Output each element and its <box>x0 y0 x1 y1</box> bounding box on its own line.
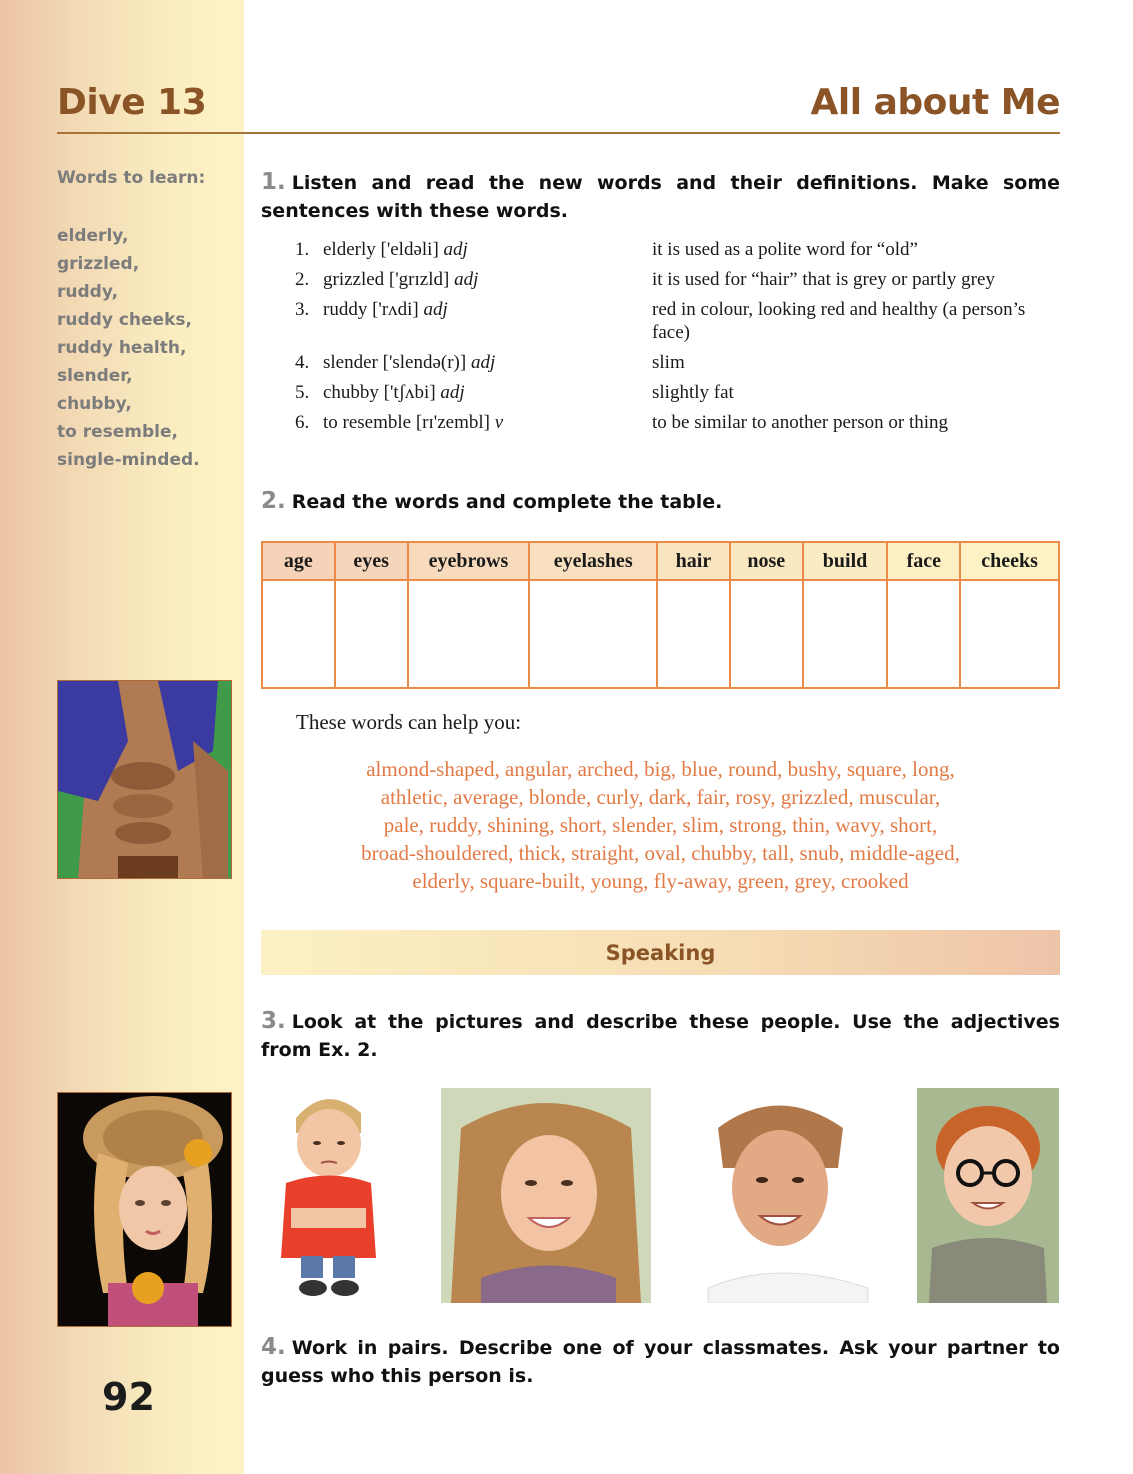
vocab-item: 4. slender ['slendə(r)] adj slim <box>261 351 1060 374</box>
vocab-definition: it is used as a polite word for “old” <box>652 239 918 260</box>
words-to-learn-heading: Words to learn: <box>57 168 206 188</box>
part-of-speech: adj <box>440 382 465 403</box>
help-label: These words can help you: <box>296 710 522 734</box>
boy-red-shirt-photo <box>261 1088 416 1303</box>
exercise-2-instruction <box>261 487 1060 516</box>
word-item: ruddy, <box>57 282 119 302</box>
vocab-definition: red in colour, looking red and healthy (a person’s face) <box>652 299 1026 343</box>
instruction-text: Listen and read the new words and their definitions. Make some sentences with these words. <box>261 172 1060 222</box>
table-cell[interactable] <box>262 580 335 688</box>
column-header-age: age <box>262 542 335 580</box>
exercise-number: 4. <box>261 1334 286 1360</box>
vocab-word: grizzled ['grɪzld] <box>323 269 450 290</box>
part-of-speech: adj <box>470 352 496 373</box>
instruction-text: Look at the pictures and describe these people. Use the adjectives from Ex. 2. <box>261 1011 1060 1061</box>
vocab-definition: it is used for “hair” that is grey or partly grey <box>652 269 995 290</box>
speaking-section-banner <box>261 930 1060 975</box>
vocab-item: 1. elderly ['eldəli] adj it is used as a polite word for “old” <box>261 238 1060 261</box>
word-item: slender, <box>57 366 133 386</box>
vocab-item: 5. chubby ['tʃʌbi] adj slightly fat <box>261 381 1060 404</box>
vocab-item: 2. grizzled ['grɪzld] adj it is used for “hair” that is grey or partly grey <box>261 268 1060 291</box>
word-item: chubby, <box>57 394 132 414</box>
exercise-1-instruction <box>261 168 1060 225</box>
exercise-number: 1. <box>261 169 286 195</box>
column-header-eyelashes: eyelashes <box>529 542 657 580</box>
part-of-speech: adj <box>423 299 448 320</box>
part-of-speech: adj <box>443 239 468 260</box>
exercise-number: 2. <box>261 488 286 514</box>
table-cell[interactable] <box>803 580 888 688</box>
instruction-text: Read the words and complete the table. <box>291 491 723 513</box>
column-header-hair: hair <box>657 542 730 580</box>
exercise-4-instruction <box>261 1333 1060 1390</box>
vocabulary-list <box>261 238 1060 441</box>
word-item: ruddy health, <box>57 338 187 358</box>
table-cell[interactable] <box>335 580 408 688</box>
girl-with-hat-photo <box>57 1092 232 1327</box>
word-item: grizzled, <box>57 254 140 274</box>
vocab-word: elderly ['eldəli] <box>323 239 439 260</box>
description-table <box>261 541 1060 689</box>
word-bank-line: athletic, average, blonde, curly, dark, fair, rosy, grizzled, muscular, <box>380 785 941 809</box>
young-man-photo <box>678 1088 891 1303</box>
column-header-build: build <box>803 542 888 580</box>
word-item: elderly, <box>57 226 129 246</box>
page-title: All about Me <box>810 82 1060 123</box>
word-bank-line: broad-shouldered, thick, straight, oval, chubby, tall, snub, middle-aged, <box>361 841 960 865</box>
column-header-eyebrows: eyebrows <box>408 542 530 580</box>
vocab-word: slender ['slendə(r)] <box>323 352 467 373</box>
table-cell[interactable] <box>408 580 530 688</box>
part-of-speech: v <box>494 412 504 433</box>
exercise-number: 3. <box>261 1008 286 1034</box>
instruction-text: Work in pairs. Describe one of your classmates. Ask your partner to guess who this person is. <box>261 1337 1060 1387</box>
table-cell[interactable] <box>960 580 1059 688</box>
vocab-item: 3. ruddy ['rʌdi] adj red in colour, looking red and healthy (a person’s face) <box>261 298 1060 344</box>
muscular-man-photo <box>57 680 232 879</box>
vocab-word: chubby ['tʃʌbi] <box>323 382 436 403</box>
table-cell[interactable] <box>887 580 960 688</box>
page-number: 92 <box>102 1375 155 1419</box>
word-item: single-minded. <box>57 450 200 470</box>
word-bank-line: almond-shaped, angular, arched, big, blue, round, bushy, square, long, <box>366 757 955 781</box>
part-of-speech: adj <box>454 269 479 290</box>
vocab-item: 6. to resemble [rɪ'zembl] v to be similar to another person or thing <box>261 411 1060 434</box>
word-item: ruddy cheeks, <box>57 310 192 330</box>
column-header-face: face <box>887 542 960 580</box>
vocab-word: ruddy ['rʌdi] <box>323 299 419 320</box>
word-bank-line: pale, ruddy, shining, short, slender, slim, strong, thin, wavy, short, <box>383 813 938 837</box>
table-cell[interactable] <box>657 580 730 688</box>
column-header-cheeks: cheeks <box>960 542 1059 580</box>
vocab-definition: slightly fat <box>652 382 734 403</box>
word-item: to resemble, <box>57 422 178 442</box>
column-header-nose: nose <box>730 542 803 580</box>
exercise-3-instruction <box>261 1007 1060 1064</box>
helper-word-bank <box>261 755 1060 895</box>
speaking-label: Speaking <box>605 940 716 965</box>
header-divider <box>57 132 1060 134</box>
dive-label: Dive 13 <box>57 82 207 123</box>
boy-with-glasses-photo <box>917 1088 1059 1303</box>
smiling-girl-photo <box>441 1088 651 1303</box>
vocab-word: to resemble [rɪ'zembl] <box>323 412 490 433</box>
word-bank-line: elderly, square-built, young, fly-away, green, grey, crooked <box>412 869 909 893</box>
column-header-eyes: eyes <box>335 542 408 580</box>
vocab-definition: slim <box>652 352 685 373</box>
table-cell[interactable] <box>730 580 803 688</box>
vocab-definition: to be similar to another person or thing <box>652 412 949 433</box>
words-to-learn-list <box>57 222 200 474</box>
table-cell[interactable] <box>529 580 657 688</box>
